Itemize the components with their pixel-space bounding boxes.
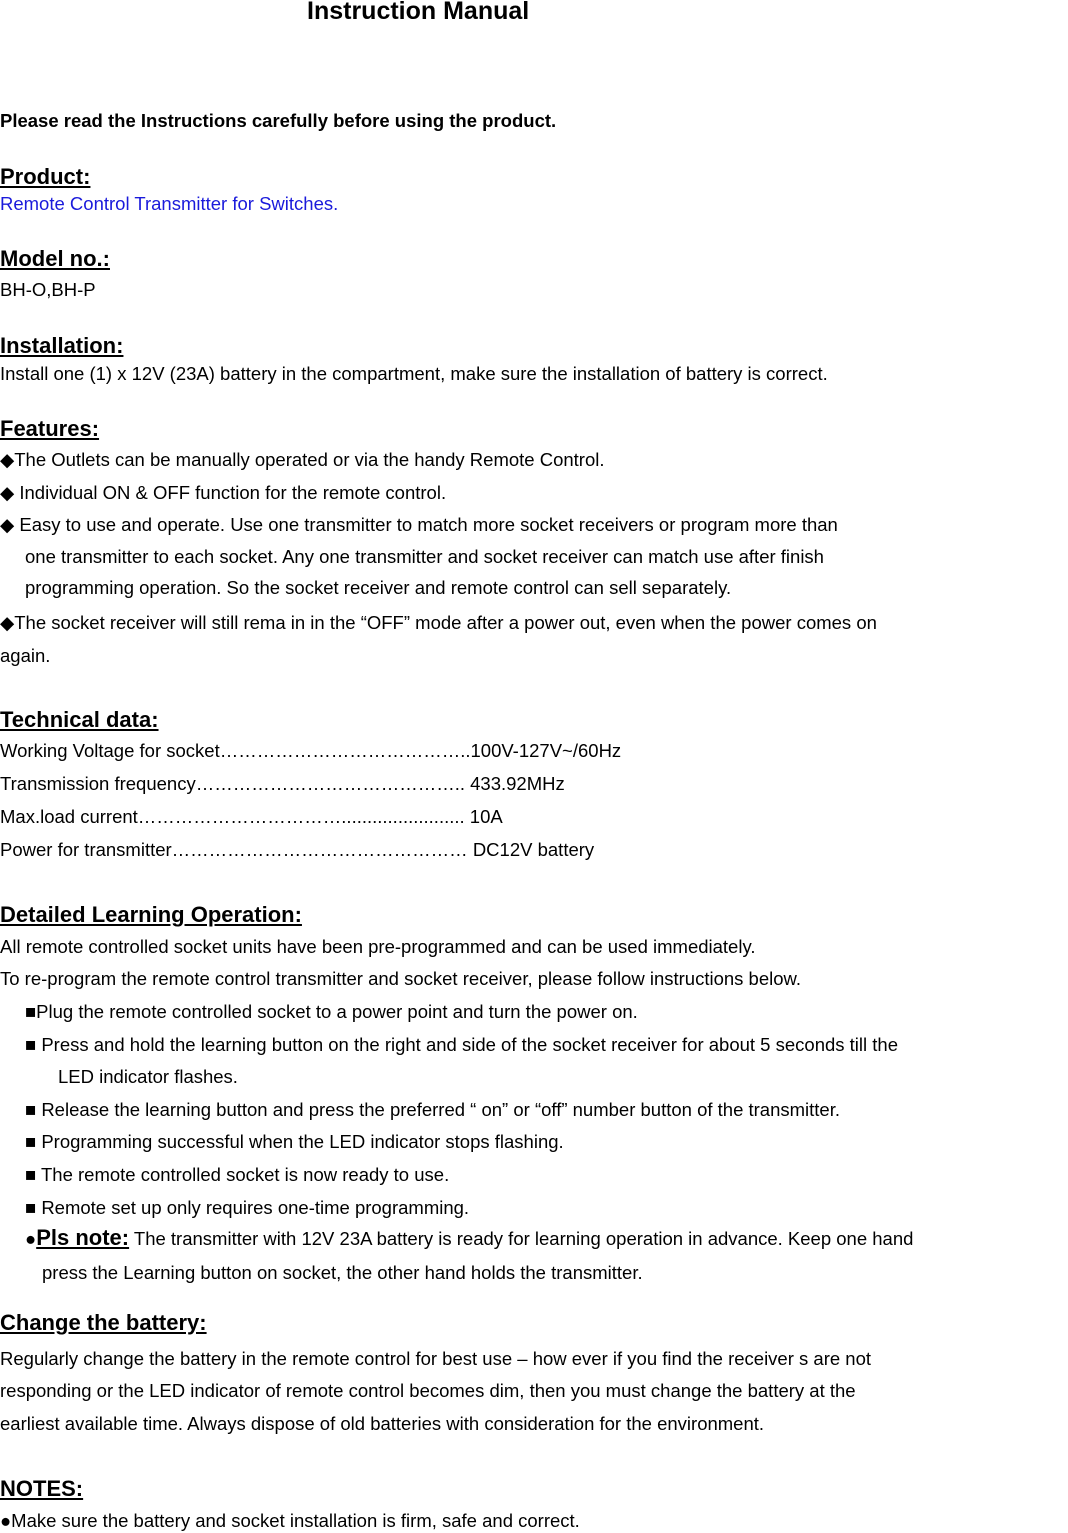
feature-line: ◆The socket receiver will still rema in in the “OFF” mode after a power out, even when the power comes on	[0, 612, 877, 633]
installation-text: Install one (1) x 12V (23A) battery in the compartment, make sure the installation of battery is correct.	[0, 363, 828, 384]
technical-row: Transmission frequency…………………………………….. 433.92MHz	[0, 773, 565, 794]
feature-line: ◆ Individual ON & OFF function for the remote control.	[0, 482, 447, 503]
learning-step: LED indicator flashes.	[58, 1066, 238, 1087]
product-value: Remote Control Transmitter for Switches.	[0, 193, 339, 214]
note-label: Pls note:	[36, 1225, 130, 1250]
learning-step: ■Plug the remote controlled socket to a power point and turn the power on.	[25, 1001, 638, 1022]
technical-row: Power for transmitter………………………………………… DC12V battery	[0, 839, 595, 860]
pls-note	[25, 1225, 913, 1251]
installation-heading: Installation:	[0, 333, 124, 358]
battery-line: Regularly change the battery in the remote control for best use – how ever if you find the receiver s are not	[0, 1348, 871, 1369]
learning-line: All remote controlled socket units have been pre-programmed and can be used immediately.	[0, 936, 756, 957]
model-value: BH-O,BH-P	[0, 279, 96, 300]
learning-step: ■ Programming successful when the LED indicator stops flashing.	[25, 1131, 564, 1152]
model-heading: Model no.:	[0, 246, 110, 271]
battery-line: responding or the LED indicator of remote control becomes dim, then you must change the battery at the	[0, 1380, 856, 1401]
learning-heading: Detailed Learning Operation:	[0, 902, 302, 927]
note-bullet: ●	[25, 1228, 37, 1249]
feature-line: programming operation. So the socket receiver and remote control can sell separately.	[25, 577, 732, 598]
battery-heading: Change the battery:	[0, 1310, 207, 1335]
feature-line: ◆ Easy to use and operate. Use one transmitter to match more socket receivers or program more than	[0, 514, 838, 535]
technical-row: Max.load current……………………………........................ 10A	[0, 806, 503, 827]
note-text: The transmitter with 12V 23A battery is ready for learning operation in advance. Keep one hand	[129, 1228, 914, 1249]
learning-step: ■ The remote controlled socket is now ready to use.	[25, 1164, 450, 1185]
notes-heading: NOTES:	[0, 1476, 84, 1501]
battery-line: earliest available time. Always dispose of old batteries with consideration for the environment.	[0, 1413, 765, 1434]
page-title: Instruction Manual	[307, 0, 530, 25]
learning-step: ■ Release the learning button and press the preferred “ on” or “off” number button of the transmitter.	[25, 1099, 841, 1120]
technical-heading: Technical data:	[0, 707, 159, 732]
learning-line: To re-program the remote control transmitter and socket receiver, please follow instructions below.	[0, 968, 802, 989]
feature-line: again.	[0, 645, 51, 666]
technical-row: Working Voltage for socket…………………………………..100V-127V~/60Hz	[0, 740, 622, 761]
feature-line: one transmitter to each socket. Any one transmitter and socket receiver can match use after finish	[25, 546, 824, 567]
learning-step: ■ Remote set up only requires one-time programming.	[25, 1197, 470, 1218]
notes-line: ●Make sure the battery and socket installation is firm, safe and correct.	[0, 1510, 580, 1531]
learning-step: ■ Press and hold the learning button on the right and side of the socket receiver for about 5 seconds till the	[25, 1034, 898, 1055]
features-heading: Features:	[0, 416, 100, 441]
product-heading: Product:	[0, 164, 91, 189]
note-text-continued: press the Learning button on socket, the other hand holds the transmitter.	[42, 1262, 643, 1283]
intro-text: Please read the Instructions carefully before using the product.	[0, 110, 557, 131]
feature-line: ◆The Outlets can be manually operated or via the handy Remote Control.	[0, 449, 605, 470]
